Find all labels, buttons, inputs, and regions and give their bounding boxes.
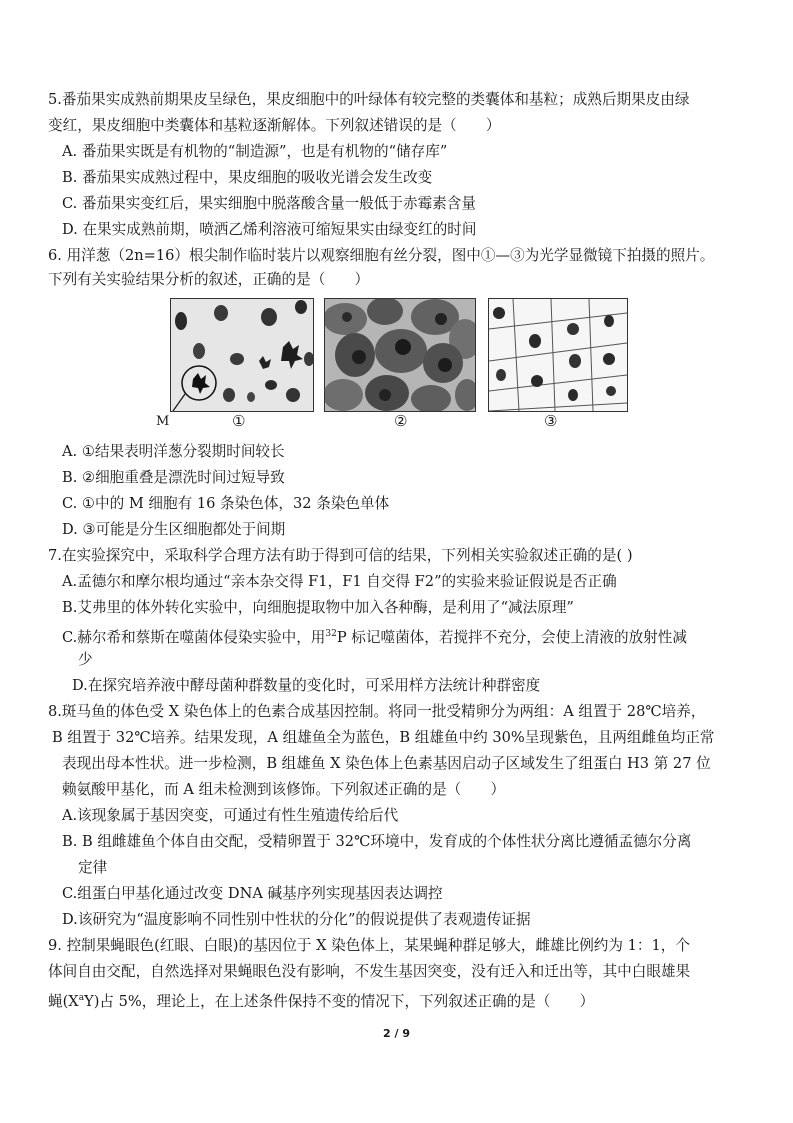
micrograph-1 — [170, 298, 314, 412]
q9-stem-line-3 — [48, 988, 594, 1012]
q8-stem-line-4: 赖氨酸甲基化，而 A 组未检测到该修饰。下列叙述正确的是（ ） — [62, 781, 506, 798]
q8-option-a: A.该现象属于基因突变，可通过有性生殖遗传给后代 — [62, 807, 399, 824]
micrograph-1-image — [171, 299, 313, 411]
micrograph-3 — [488, 298, 628, 412]
q9-stem-line-1: 9. 控制果蝇眼色(红眼、白眼)的基因位于 X 染色体上，某果蝇种群足够大，雌雄比例约为 1：1，个 — [48, 937, 690, 954]
q7-option-c-post: P 标记噬菌体，若搅拌不充分，会使上清液的放射性减 — [336, 628, 687, 646]
q7-stem: 7.在实验探究中，采取科学合理方法有助于得到可信的结果，下列相关实验叙述正确的是( ) — [48, 547, 633, 564]
figure-2-label: ② — [394, 412, 408, 430]
figure-3-label: ③ — [544, 412, 558, 430]
q6-option-a: A. ①结果表明洋葱分裂期时间较长 — [62, 443, 285, 460]
q9-stem-line-3-sup: a — [78, 993, 85, 1003]
q7-option-b: B.艾弗里的体外转化实验中，向细胞提取物中加入各种酶，是利用了“减法原理” — [62, 599, 574, 616]
figure-1-label: ① — [232, 412, 246, 430]
q6-option-b: B. ②细胞重叠是漂洗时间过短导致 — [62, 469, 285, 486]
q8-option-b: B. B 组雌雄鱼个体自由交配，受精卵置于 32℃环境中，发育成的个体性状分离比遵循孟德尔分离 — [62, 833, 692, 850]
q7-option-c — [62, 624, 687, 648]
q8-stem-line-2: B 组置于 32℃培养。结果发现，A 组雄鱼全为蓝色，B 组雄鱼中约 30%呈现紫色，且两组雌鱼均正常 — [52, 729, 715, 746]
q6-stem-line-2: 下列有关实验结果分析的叙述，正确的是（ ） — [48, 271, 370, 288]
q8-stem-line-3: 表现出母本性状。进一步检测，B 组雄鱼 X 染色体上色素基因启动子区域发生了组蛋白 H3 第 27 位 — [62, 755, 711, 772]
micrograph-3-image — [489, 299, 627, 411]
q7-option-c-pre: C.赫尔希和蔡斯在噬菌体侵染实验中，用 — [62, 628, 326, 646]
q7-option-d: D.在探究培养液中酵母菌种群数量的变化时，可采用样方法统计种群密度 — [72, 677, 541, 694]
q5-option-d: D. 在果实成熟前期，喷洒乙烯利溶液可缩短果实由绿变红的时间 — [62, 221, 477, 238]
cell-m-label: M — [156, 414, 170, 429]
micrograph-2 — [324, 298, 476, 412]
q5-option-a: A. 番茄果实既是有机物的“制造源”，也是有机物的“储存库” — [62, 143, 448, 160]
q7-option-a: A.孟德尔和摩尔根均通过“亲本杂交得 F1，F1 自交得 F2”的实验来验证假说是否正确 — [62, 573, 617, 590]
q8-stem-line-1: 8.斑马鱼的体色受 X 染色体上的色素合成基因控制。将同一批受精卵分为两组：A 组置于 28℃培养， — [48, 703, 706, 720]
q6-option-c: C. ①中的 M 细胞有 16 条染色体，32 条染色单体 — [62, 495, 390, 512]
q6-option-d: D. ③可能是分生区细胞都处于间期 — [62, 521, 286, 538]
q9-stem-line-2: 体间自由交配，自然选择对果蝇眼色没有影响，不发生基因突变，没有迁入和迁出等，其中白眼雄果 — [48, 963, 691, 980]
q6-stem-line-1: 6. 用洋葱（2n=16）根尖制作临时装片以观察细胞有丝分裂，图中①—③为光学显微镜下拍摄的照片。 — [48, 247, 715, 264]
q5-stem-line-2: 变红，果皮细胞中类囊体和基粒逐渐解体。下列叙述错误的是（ ） — [48, 117, 501, 134]
q8-option-d: D.该研究为“温度影响不同性别中性状的分化”的假说提供了表观遗传证据 — [62, 911, 531, 928]
q9-stem-line-3-pre: 蝇(X — [48, 992, 79, 1010]
q5-option-b: B. 番茄果实成熟过程中，果皮细胞的吸收光谱会发生改变 — [62, 169, 433, 186]
q7-option-c-cont: 少 — [78, 651, 93, 668]
q8-option-c: C.组蛋白甲基化通过改变 DNA 碱基序列实现基因表达调控 — [62, 885, 443, 902]
q7-option-c-sup: 32 — [325, 629, 337, 639]
page-number: 2 / 9 — [383, 1027, 410, 1040]
q9-stem-line-3-post: Y)占 5%，理论上，在上述条件保持不变的情况下，下列叙述正确的是（ ） — [84, 992, 595, 1010]
micrograph-2-image — [325, 299, 475, 411]
q5-stem-line-1: 5.番茄果实成熟前期果皮呈绿色，果皮细胞中的叶绿体有较完整的类囊体和基粒；成熟后期果皮由绿 — [48, 91, 690, 108]
q8-option-b-cont: 定律 — [78, 859, 108, 876]
q5-option-c: C. 番茄果实变红后，果实细胞中脱落酸含量一般低于赤霉素含量 — [62, 195, 476, 212]
